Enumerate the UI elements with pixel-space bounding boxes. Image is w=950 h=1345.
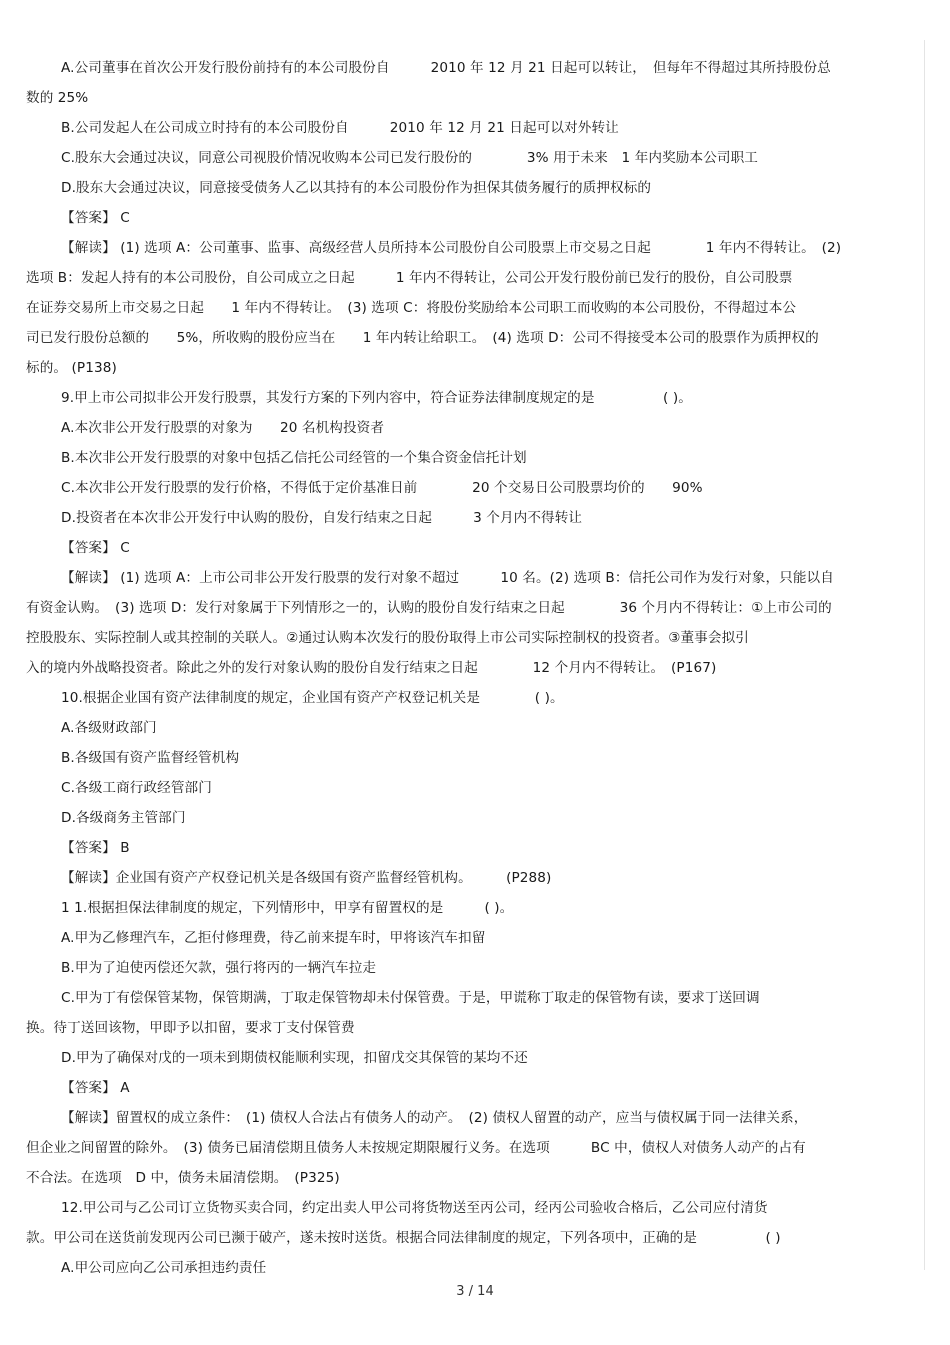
text-line: 【答案】 C [61, 210, 130, 226]
text-line: 控股股东、实际控制人或其控制的关联人。②通过认购本次发行的股份取得上市公司实际控制权的投资者。③董事会拟引 [26, 630, 749, 646]
text-line: 选项 B：发起人持有的本公司股份，自公司成立之日起 1 年内不得转让，公司公开发行股份前已发行的股份，自公司股票 [26, 270, 793, 286]
text-line: 【解读】 (1) 选项 A：公司董事、监事、高级经营人员所持本公司股份自公司股票上市交易之日起 1 年内不得转让。 (2) [61, 240, 842, 256]
text-line: D.股东大会通过决议，同意接受债务人乙以其持有的本公司股份作为担保其债务履行的质押权标的 [61, 180, 652, 196]
text-line: 【解读】企业国有资产产权登记机关是各级国有资产监督经管机构。 (P288) [61, 870, 552, 886]
text-line: 【答案】 B [61, 840, 130, 856]
text-line: 不合法。在选项 D 中，债务未届清偿期。 (P325) [26, 1170, 340, 1186]
text-line: 【答案】 A [61, 1080, 130, 1096]
text-line: 9.甲上市公司拟非公开发行股票，其发行方案的下列内容中，符合证券法律制度规定的是 ( )。 [61, 390, 692, 406]
text-line: A.公司董事在首次公开发行股份前持有的本公司股份自 2010 年 12 月 21 日起可以转让， 但每年不得超过其所持股份总 [61, 60, 831, 76]
text-line: 在证券交易所上市交易之日起 1 年内不得转让。 (3) 选项 C：将股份奖励给本公司职工而收购的本公司股份，不得超过本公 [26, 300, 797, 316]
text-line: 入的境内外战略投资者。除此之外的发行对象认购的股份自发行结束之日起 12 个月内不得转让。 (P167) [26, 660, 717, 676]
text-line: 换。待丁送回该物，甲即予以扣留，要求丁支付保管费 [26, 1020, 355, 1036]
text-line: 款。甲公司在送货前发现丙公司已濒于破产，遂未按时送货。根据合同法律制度的规定，下列各项中，正确的是 ( ) [26, 1230, 781, 1246]
text-line: B.甲为了迫使丙偿还欠款，强行将丙的一辆汽车拉走 [61, 960, 377, 976]
text-line: 但企业之间留置的除外。 (3) 债务已届清偿期且债务人未按规定期限履行义务。在选项 BC 中，债权人对债务人动产的占有 [26, 1140, 806, 1156]
text-line: 数的 25% [26, 90, 89, 106]
text-line: 10.根据企业国有资产法律制度的规定，企业国有资产产权登记机关是 ( )。 [61, 690, 564, 706]
text-line: A.本次非公开发行股票的对象为 20 名机构投资者 [61, 420, 385, 436]
text-line: D.投资者在本次非公开发行中认购的股份，自发行结束之日起 3 个月内不得转让 [61, 510, 583, 526]
text-line: 有资金认购。 (3) 选项 D：发行对象属于下列情形之一的，认购的股份自发行结束之日起 36 个月内不得转让：①上市公司的 [26, 600, 832, 616]
text-line: 12.甲公司与乙公司订立货物买卖合同，约定出卖人甲公司将货物送至丙公司，经丙公司验收合格后，乙公司应付清货 [61, 1200, 768, 1216]
text-line: C.各级工商行政经管部门 [61, 780, 212, 796]
text-line: C.甲为丁有偿保管某物，保管期满，丁取走保管物却未付保管费。于是，甲谎称丁取走的保管物有读，要求丁送回调 [61, 990, 760, 1006]
text-line: 司已发行股份总额的 5%，所收购的股份应当在 1 年内转让给职工。 (4) 选项 D：公司不得接受本公司的股票作为质押权的 [26, 330, 819, 346]
text-line: 【答案】 C [61, 540, 130, 556]
text-line: D.甲为了确保对戊的一项未到期债权能顺利实现，扣留戊交其保管的某均不还 [61, 1050, 528, 1066]
text-line: D.各级商务主管部门 [61, 810, 186, 826]
text-line: B.各级国有资产监督经管机构 [61, 750, 240, 766]
text-line: A.甲公司应向乙公司承担违约责任 [61, 1260, 267, 1276]
text-line: 标的。 (P138) [26, 360, 117, 376]
text-line: A.各级财政部门 [61, 720, 157, 736]
text-line: 【解读】 (1) 选项 A：上市公司非公开发行股票的发行对象不超过 10 名。(2) 选项 B：信托公司作为发行对象，只能以自 [61, 570, 834, 586]
text-line: B.公司发起人在公司成立时持有的本公司股份自 2010 年 12 月 21 日起可以对外转让 [61, 120, 619, 136]
text-line: A.甲为乙修理汽车，乙拒付修理费，待乙前来提车时，甲将该汽车扣留 [61, 930, 486, 946]
text-line: B.本次非公开发行股票的对象中包括乙信托公司经管的一个集合资金信托计划 [61, 450, 527, 466]
text-line: C.本次非公开发行股票的发行价格，不得低于定价基准日前 20 个交易日公司股票均价的 90% [61, 480, 703, 496]
page-edge-divider [924, 40, 925, 1270]
text-line: C.股东大会通过决议，同意公司视股价情况收购本公司已发行股份的 3% 用于未来 1 年内奖励本公司职工 [61, 150, 758, 166]
document-body [26, 53, 924, 1283]
page-number: 3 / 14 [456, 1284, 494, 1299]
text-line: 1 1.根据担保法律制度的规定，下列情形中，甲享有留置权的是 ( )。 [61, 900, 514, 916]
text-line: 【解读】留置权的成立条件： (1) 债权人合法占有债务人的动产。 (2) 债权人留置的动产，应当与债权属于同一法律关系， [61, 1110, 808, 1126]
